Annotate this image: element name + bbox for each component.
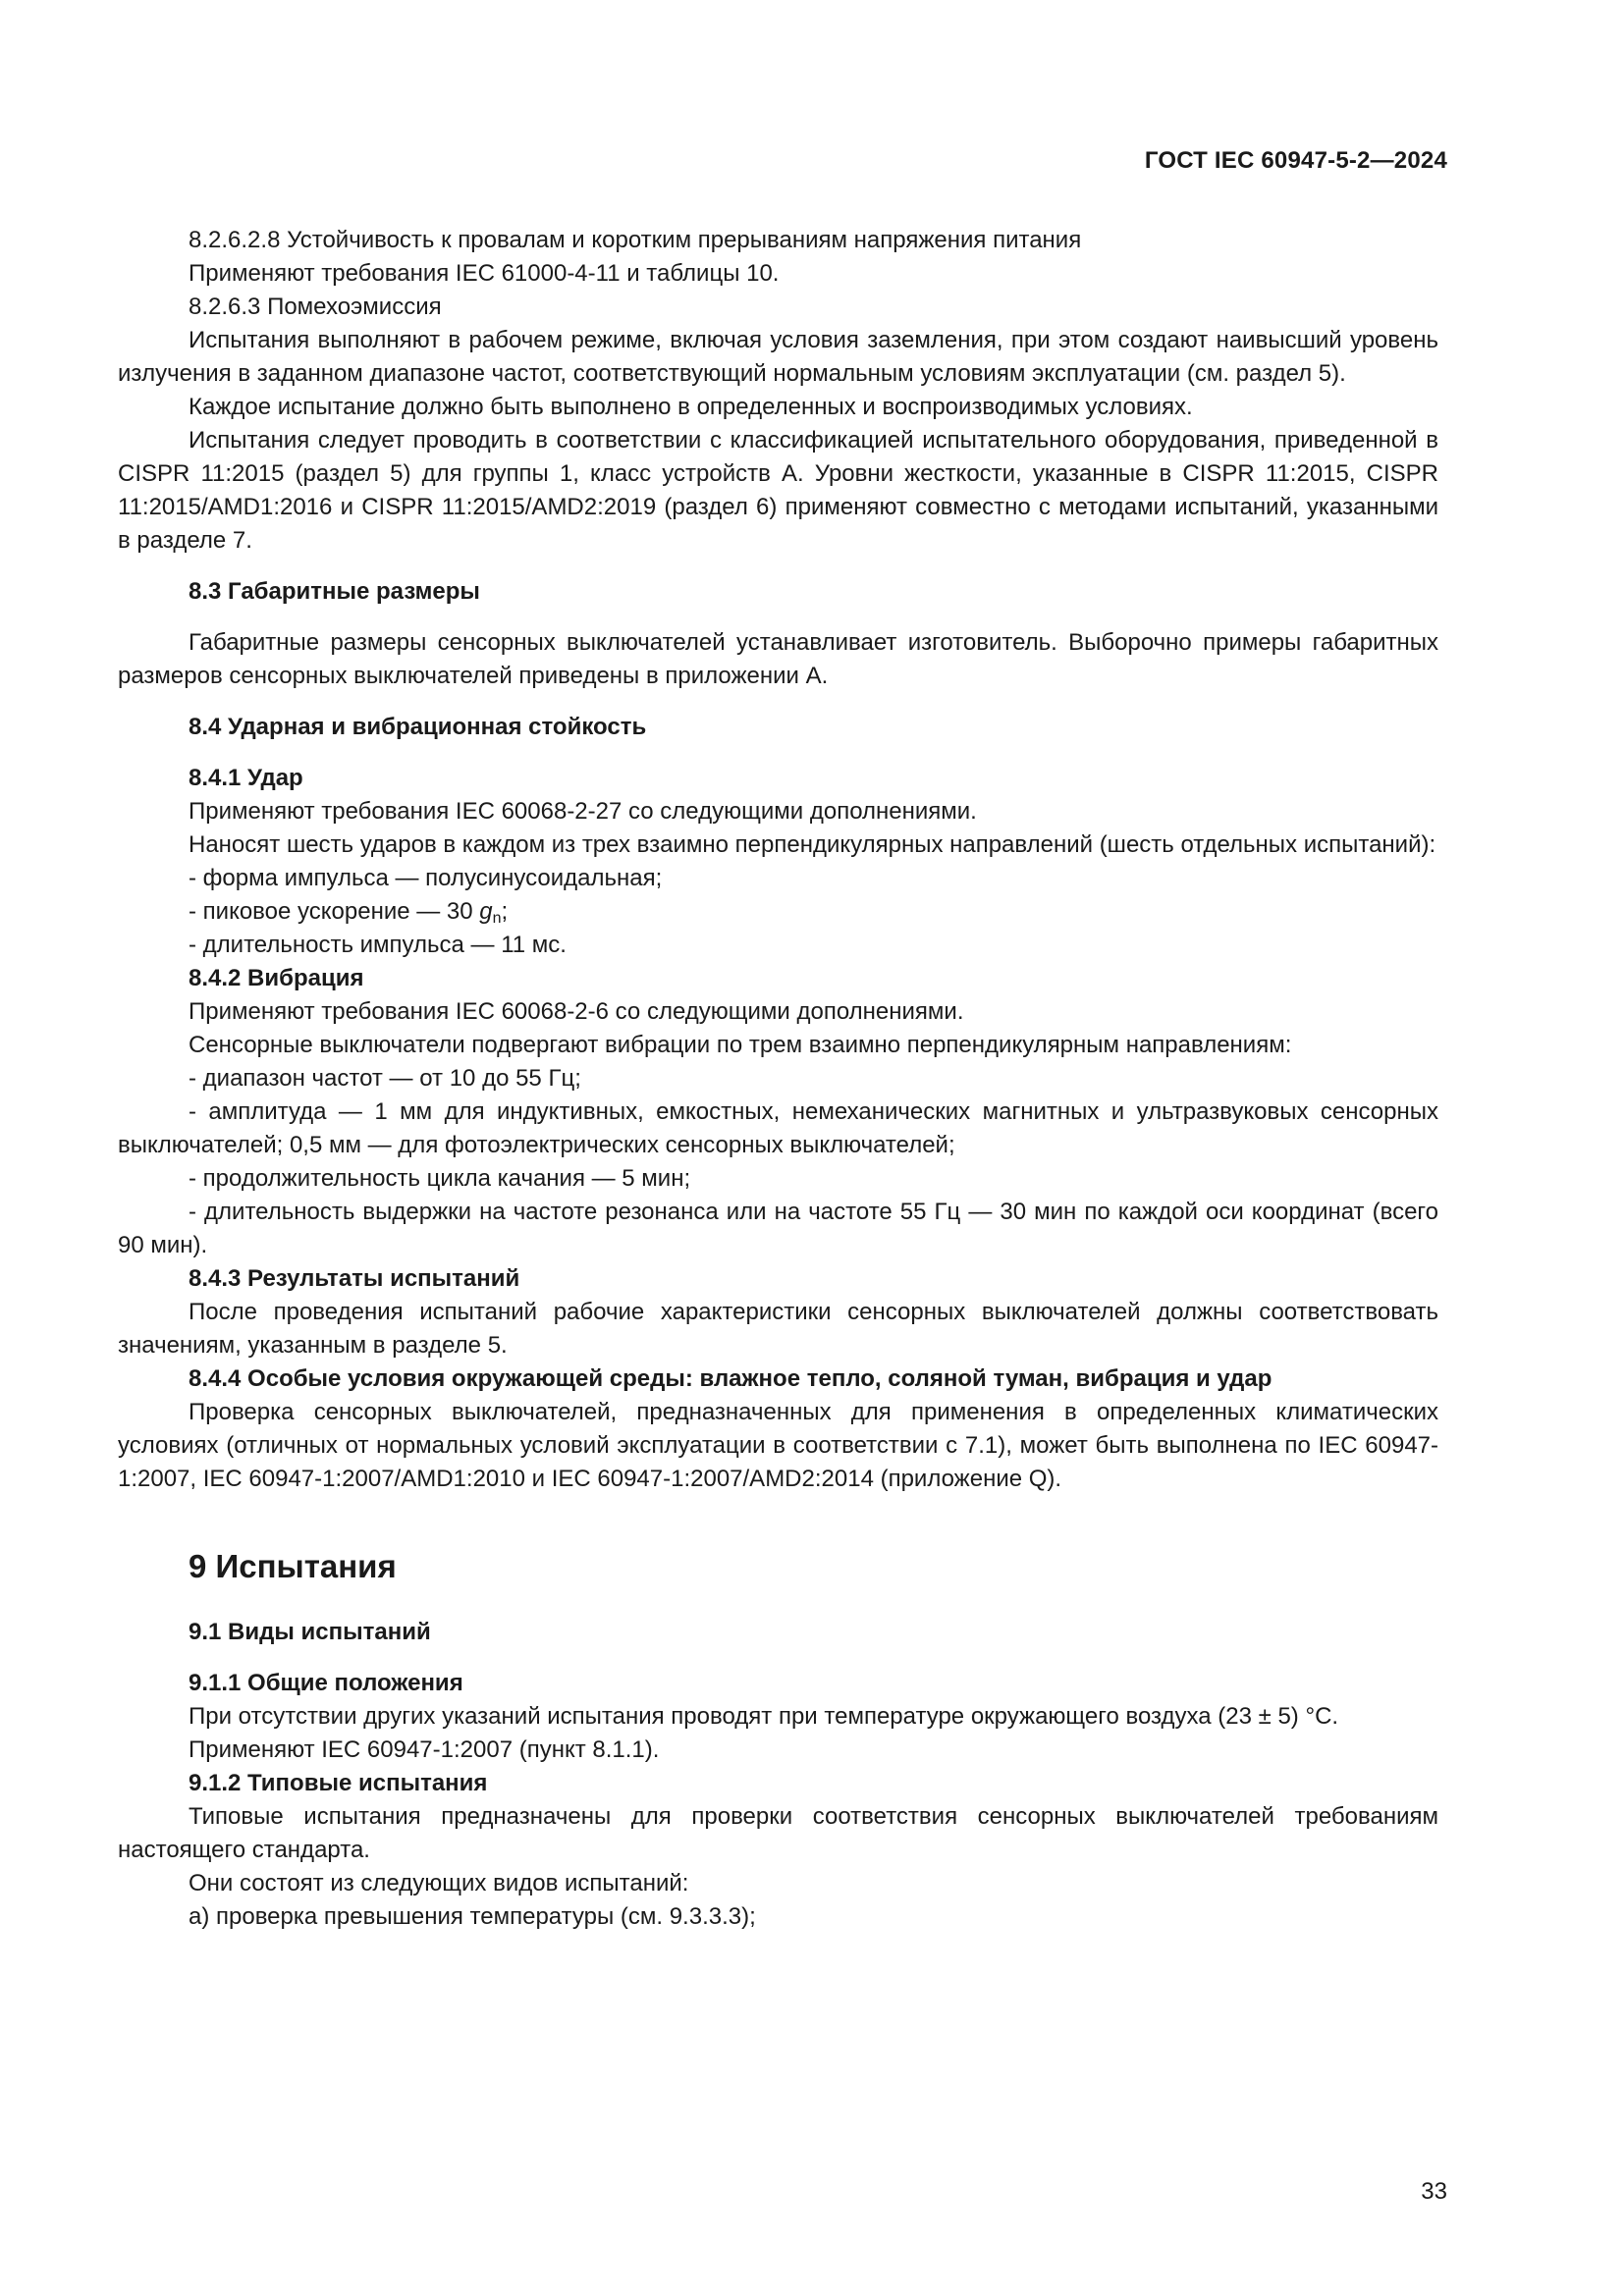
heading-9-1-1: 9.1.1 Общие положения [189,1670,463,1696]
section-9-title: 9 Испытания [189,1548,397,1584]
list-item-text: - пиковое ускорение — 30 [189,898,480,925]
paragraph: Проверка сенсорных выключателей, предназначенных для применения в определенных климатических условиях (отличных от нормальных условий эксплуатации в соответствии с 7.1), может быть выполнена по IEC 60947-1:2007, IEC 60947-1:2007/AMD1:2010 и IEC 60947-1:2007/AMD2:2014 (приложение Q). [118,1399,1438,1492]
list-item [118,895,1438,929]
page-number: 33 [1421,2178,1447,2205]
paragraph: Испытания следует проводить в соответствии с классификацией испытательного оборудования, приведенной в CISPR 11:2015 (раздел 5) для группы 1, класс устройств А. Уровни жесткости, указанные в CISPR 11:2015, CISPR 11:2015/AMD1:2016 и CISPR 11:2015/AMD2:2019 (раздел 6) применяют совместно с методами испытаний, указанными в разделе 7. [118,427,1438,554]
heading-9-1-2: 9.1.2 Типовые испытания [189,1770,488,1796]
heading-8-4-3: 8.4.3 Результаты испытаний [189,1265,520,1292]
list-item-end: ; [501,898,509,925]
list-item: - продолжительность цикла качания — 5 мин; [189,1165,691,1192]
paragraph: Применяют требования IEC 61000-4-11 и таблицы 10. [189,260,780,287]
paragraph: Каждое испытание должно быть выполнено в определенных и воспроизводимых условиях. [189,394,1193,420]
heading-8-4: 8.4 Ударная и вибрационная стойкость [189,714,647,740]
paragraph: После проведения испытаний рабочие характеристики сенсорных выключателей должны соответствовать значениям, указанным в разделе 5. [118,1299,1438,1359]
paragraph: Габаритные размеры сенсорных выключателей устанавливает изготовитель. Выборочно примеры габаритных размеров сенсорных выключателей приведены в приложении А. [118,629,1438,689]
paragraph: Сенсорные выключатели подвергают вибрации по трем взаимно перпендикулярным направлениям: [189,1032,1292,1058]
list-item: - длительность выдержки на частоте резонанса или на частоте 55 Гц — 30 мин по каждой оси координат (всего 90 мин). [118,1199,1438,1258]
paragraph: Применяют требования IEC 60068-2-27 со следующими дополнениями. [189,798,977,825]
paragraph: Применяют IEC 60947-1:2007 (пункт 8.1.1). [189,1736,660,1763]
list-item: - амплитуда — 1 мм для индуктивных, емкостных, немеханических магнитных и ультразвуковых сенсорных выключателей; 0,5 мм — для фотоэлектрических сенсорных выключателей; [118,1098,1438,1158]
clause-8-2-6-3: 8.2.6.3 Помехоэмиссия [189,294,442,320]
paragraph: Испытания выполняют в рабочем режиме, включая условия заземления, при этом создают наивысший уровень излучения в заданном диапазоне частот, соответствующий нормальным условиям эксплуатации (см. раздел 5). [118,327,1438,387]
clause-8-2-6-2-8: 8.2.6.2.8 Устойчивость к провалам и коротким прерываниям напряжения питания [189,227,1082,253]
list-item: а) проверка превышения температуры (см. 9.3.3.3); [189,1903,756,1930]
g-subscript: n [492,910,502,927]
page-body [118,224,1438,1934]
heading-9-1: 9.1 Виды испытаний [189,1619,431,1645]
paragraph: Типовые испытания предназначены для проверки соответствия сенсорных выключателей требованиям настоящего стандарта. [118,1803,1438,1863]
heading-8-4-2: 8.4.2 Вибрация [189,965,364,991]
heading-8-3: 8.3 Габаритные размеры [189,578,480,605]
list-item: - диапазон частот — от 10 до 55 Гц; [189,1065,581,1092]
paragraph: Применяют требования IEC 60068-2-6 со следующими дополнениями. [189,998,964,1025]
list-item: - длительность импульса — 11 мс. [189,932,567,958]
heading-8-4-1: 8.4.1 Удар [189,765,303,791]
list-item: - форма импульса — полусинусоидальная; [189,865,663,891]
document-code-header: ГОСТ IEC 60947-5-2—2024 [1144,147,1447,174]
paragraph: Наносят шесть ударов в каждом из трех взаимно перпендикулярных направлений (шесть отдельных испытаний): [189,831,1436,858]
g-symbol: g [479,898,493,925]
paragraph: При отсутствии других указаний испытания проводят при температуре окружающего воздуха (23 ± 5) °С. [189,1703,1339,1730]
heading-8-4-4: 8.4.4 Особые условия окружающей среды: влажное тепло, соляной туман, вибрация и удар [189,1365,1272,1392]
paragraph: Они состоят из следующих видов испытаний: [189,1870,689,1896]
